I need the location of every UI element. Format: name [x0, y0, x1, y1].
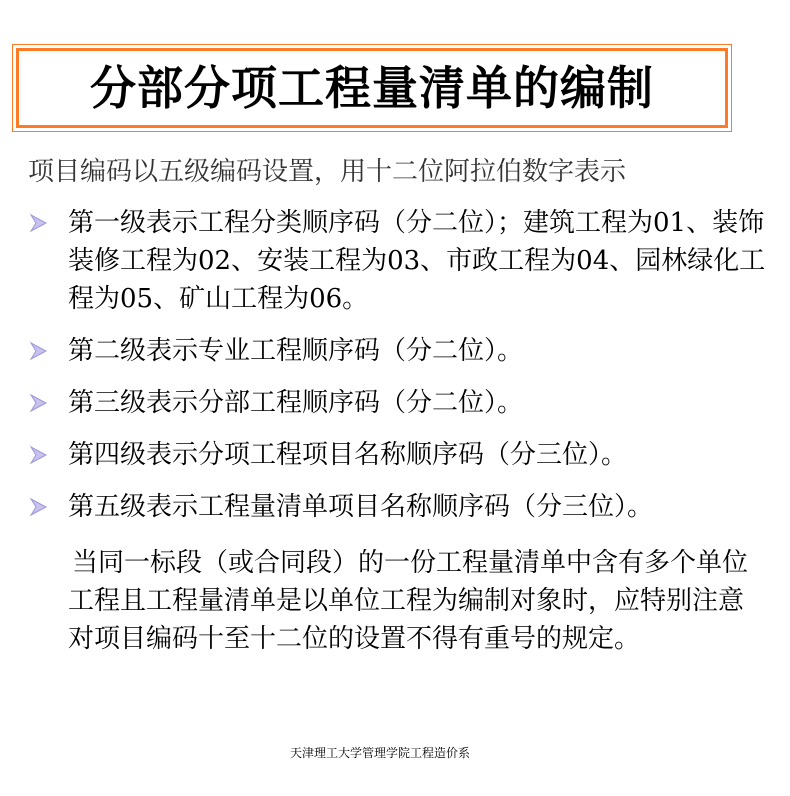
arrowhead-bullet-icon — [28, 204, 68, 242]
arrowhead-bullet-icon — [28, 332, 68, 370]
bullet-text-4: 第四级表示分项工程项目名称顺序码（分三位）。 — [68, 440, 628, 470]
bullet-text-5: 第五级表示工程量清单项目名称顺序码（分三位）。 — [68, 492, 654, 522]
bullet-list — [28, 204, 768, 540]
page-title: 分部分项工程量清单的编制 — [90, 61, 654, 115]
footer-text: 天津理工大学管理学院工程造价系 — [289, 746, 470, 760]
bullet-text-3: 第三级表示分部工程顺序码（分二位）。 — [68, 388, 524, 418]
bullet-item-1 — [28, 204, 768, 318]
bullet-text-2: 第二级表示专业工程顺序码（分二位）。 — [68, 336, 524, 366]
bullet-item-4 — [28, 436, 768, 474]
bullet-text-1: 第一级表示工程分类顺序码（分二位）；建筑工程为01、装饰装修工程为02、安装工程为03、市政工程为04、园林绿化工程为05、矿山工程为06。 — [68, 208, 766, 314]
bullet-item-5 — [28, 488, 768, 526]
title-box — [16, 48, 728, 128]
note-paragraph: 当同一标段（或合同段）的一份工程量清单中含有多个单位工程且工程量清单是以单位工程为编制对象时，应特别注意对项目编码十至十二位的设置不得有重号的规定。 — [68, 548, 749, 654]
arrowhead-bullet-icon — [28, 384, 68, 422]
arrowhead-bullet-icon — [28, 488, 68, 526]
arrowhead-bullet-icon — [28, 436, 68, 474]
bullet-item-2 — [28, 332, 768, 370]
intro-text: 项目编码以五级编码设置，用十二位阿拉伯数字表示 — [28, 157, 627, 187]
bullet-item-3 — [28, 384, 768, 422]
